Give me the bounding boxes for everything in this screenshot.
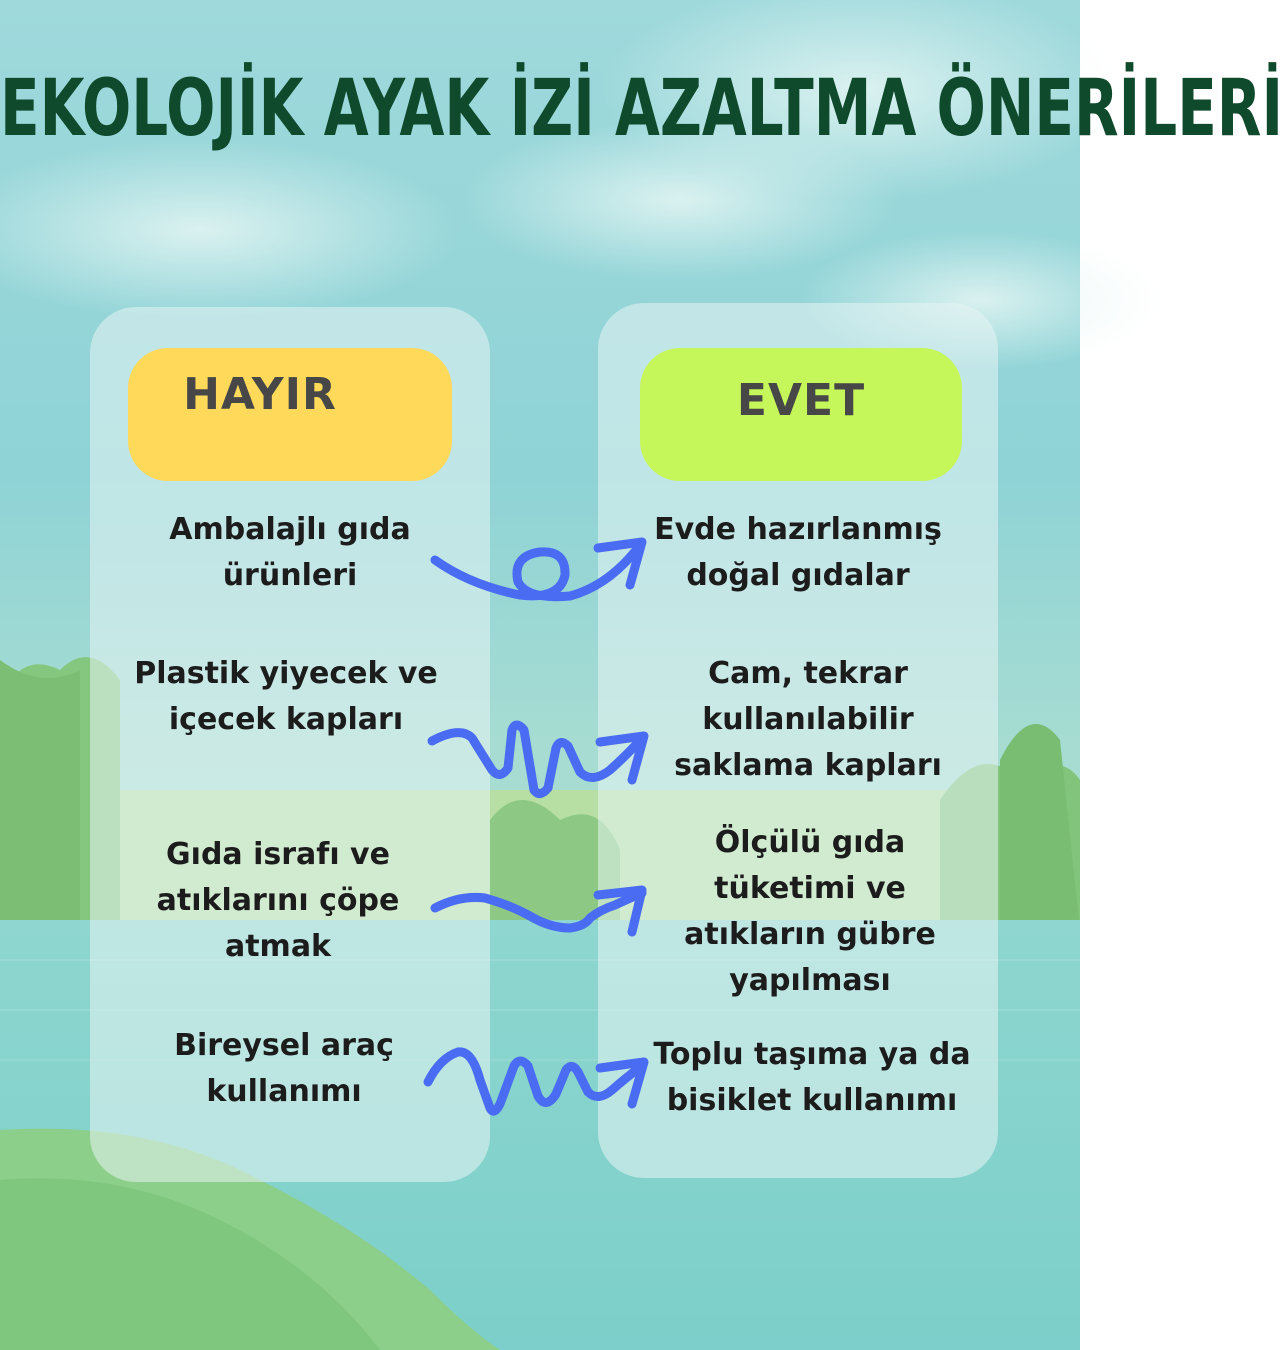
page-title: EKOLOJİK AYAK İZİ AZALTMA ÖNERİLERİ bbox=[0, 62, 1283, 154]
yes-item-homemade-food: Evde hazırlanmış doğal gıdalar bbox=[654, 512, 942, 593]
yes-item-public-transport: Toplu taşıma ya da bisiklet kullanımı bbox=[653, 1037, 971, 1118]
no-item-private-car: Bireysel araç kullanımı bbox=[174, 1028, 394, 1109]
yes-item-glass-containers: Cam, tekrar kullanılabilir saklama kapları bbox=[674, 656, 942, 783]
no-item-packaged-food: Ambalajlı gıda ürünleri bbox=[169, 512, 411, 593]
no-column-header bbox=[128, 348, 452, 481]
yes-item-composting: Ölçülü gıda tüketimi ve atıkların gübre yapılması bbox=[684, 825, 936, 998]
no-item-food-waste: Gıda israfı ve atıklarını çöpe atmak bbox=[156, 837, 400, 964]
yes-column-label: EVET bbox=[736, 375, 866, 426]
no-item-plastic-containers: Plastik yiyecek ve içecek kapları bbox=[134, 656, 438, 737]
no-column-label: HAYIR bbox=[183, 369, 337, 420]
yes-column-header bbox=[640, 348, 962, 481]
